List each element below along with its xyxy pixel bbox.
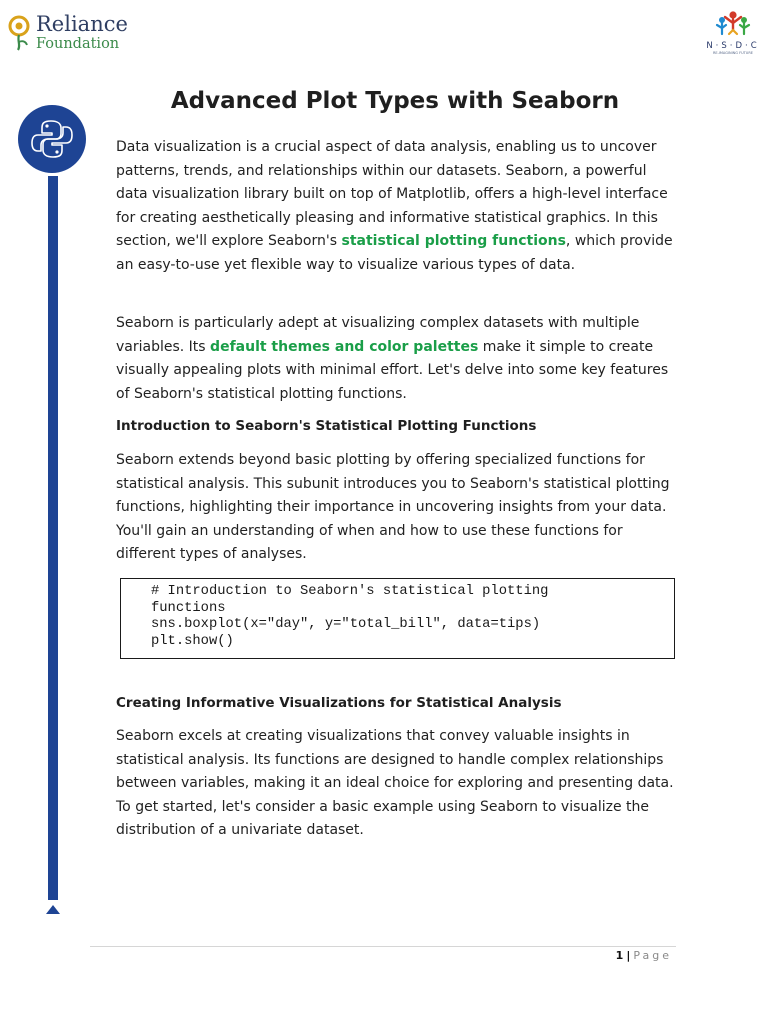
features-paragraph-text-1: Seaborn is particularly adept at visualizing complex datasets with multiple variables. Its (116, 315, 640, 355)
python-logo-badge (18, 105, 86, 173)
intro-paragraph-text-1: Data visualization is a crucial aspect of data analysis, enabling us to uncover patterns, trends, and relationships within our datasets. Seaborn, a powerful data visualization library built on top of Matplotlib, offers a high-level interface for creating aesthetically pleasing and informative statistical graphics. In this section, we'll explore Seaborn's (116, 139, 668, 249)
visualizations-paragraph: Seaborn excels at creating visualizations that convey valuable insights in statistical analysis. Its functions are designed to handle complex relationships between variables, making it an ideal choice for exploring and presenting data. To get started, let's consider a basic example using Seaborn to visualize the distribution of a univariate dataset. (116, 728, 674, 838)
footer-divider (90, 946, 676, 947)
highlight-statistical-plotting-functions: statistical plotting functions (341, 233, 566, 249)
section-heading-visualizations: Creating Informative Visualizations for Statistical Analysis (116, 695, 562, 711)
page-number: 1 (615, 949, 624, 962)
features-paragraph (116, 312, 681, 406)
footer-separator: | (626, 949, 631, 962)
page-label: Page (633, 949, 672, 962)
nsdc-logo-label: N·S·D·C (706, 41, 760, 51)
reliance-logo-line2: Foundation (36, 36, 120, 52)
code-text: # Introduction to Seaborn's statistical plotting functions sns.boxplot(x="day", y="total_bill", data=tips) plt.show() (151, 584, 549, 649)
nsdc-figures-icon (713, 10, 753, 40)
python-logo-icon (18, 105, 86, 173)
section-heading-introduction: Introduction to Seaborn's Statistical Plotting Functions (116, 418, 537, 434)
page-title: Advanced Plot Types with Seaborn (170, 88, 620, 114)
features-paragraph-text-2: make it simple to create visually appealing plots with minimal effort. Let's delve into some key features of Seaborn's statistical plotting functions. (116, 338, 669, 402)
code-block (120, 578, 675, 659)
reliance-foundation-logo (8, 14, 128, 52)
reliance-flame-icon (8, 15, 32, 51)
intro-paragraph-text-2: , which provide an easy-to-use yet flexible way to visualize various types of data. (116, 233, 673, 273)
nsdc-logo-tagline: RE-IMAGINING FUTURE (712, 51, 754, 55)
intro-paragraph (116, 136, 681, 277)
subunit-paragraph: Seaborn extends beyond basic plotting by offering specialized functions for statistical analysis. This subunit introduces you to Seaborn's statistical plotting functions, highlighting their importance in uncovering insights from your data. You'll gain an understanding of when and how to use these functions for different types of analyses. (116, 452, 670, 562)
reliance-logo-line1: Reliance (36, 12, 128, 36)
up-arrow-icon (46, 905, 60, 914)
highlight-default-themes: default themes and color palettes (210, 338, 479, 355)
nsdc-logo (704, 10, 762, 55)
page-footer (616, 948, 672, 964)
side-accent-bar (48, 176, 58, 900)
